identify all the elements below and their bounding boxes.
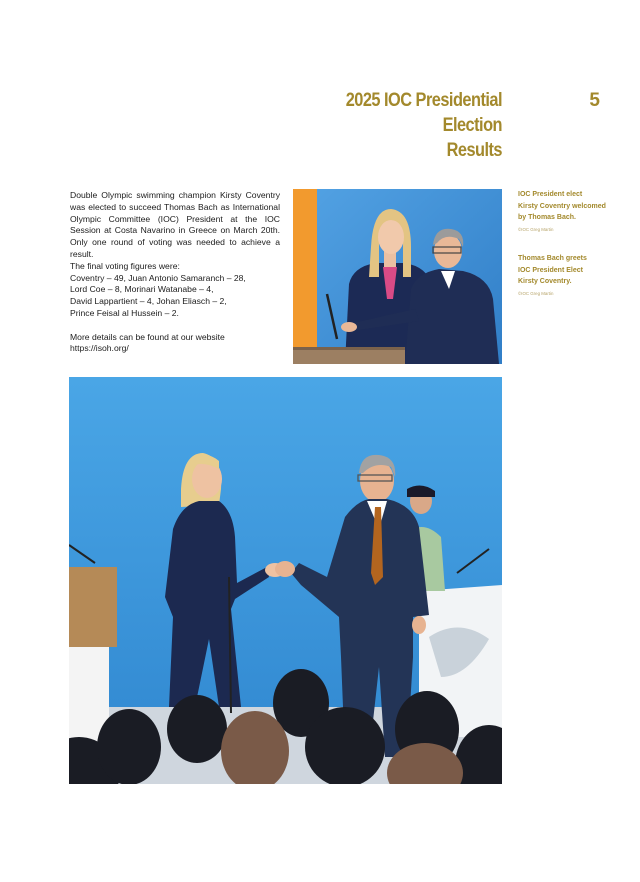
voting-figures-line: Coventry – 49, Juan Antonio Samaranch – 28, [70, 272, 246, 283]
page-title [294, 88, 502, 163]
voting-figures-line: Prince Feisal al Hussein – 2. [70, 307, 179, 318]
caption-line: IOC President elect [518, 191, 583, 198]
article-text [70, 190, 280, 355]
photo-credit: ©IOC Greg Martin [518, 290, 554, 296]
caption-line: Thomas Bach greets [518, 255, 587, 262]
article-paragraph: Double Olympic swimming champion Kirsty Coventry was elected to succeed Thomas Bach as International Olympic Committee (IOC) President at the IOC Session at Costa Navarino in Greece on March 20th. Only one round of voting was needed to achieve a result. [70, 190, 280, 259]
photo-caption [518, 253, 608, 298]
website-link[interactable]: https://isoh.org/ [70, 343, 129, 354]
caption-line: IOC President Elect [518, 266, 583, 274]
page-number: 5 [589, 90, 600, 111]
caption-line: by Thomas Bach. [518, 214, 576, 221]
caption-line: Kirsty Coventry. [518, 278, 572, 285]
photo-caption [518, 189, 608, 234]
photo-credit: ©IOC Greg Martin [518, 226, 554, 232]
more-details-text: More details can be found at our website [70, 331, 225, 342]
caption-line: Kirsty Coventry welcomed [518, 202, 606, 210]
photo-handshake [69, 377, 502, 784]
voting-figures-intro: The final voting figures were: [70, 260, 180, 271]
photo-coventry-welcomed [293, 189, 502, 364]
page-title-line-2: Results [446, 140, 502, 161]
page-title-line-1: 2025 IOC Presidential Election [345, 90, 502, 136]
voting-figures-line: David Lappartient – 4, Johan Eliasch – 2, [70, 296, 227, 307]
voting-figures-line: Lord Coe – 8, Morinari Watanabe – 4, [70, 284, 214, 295]
